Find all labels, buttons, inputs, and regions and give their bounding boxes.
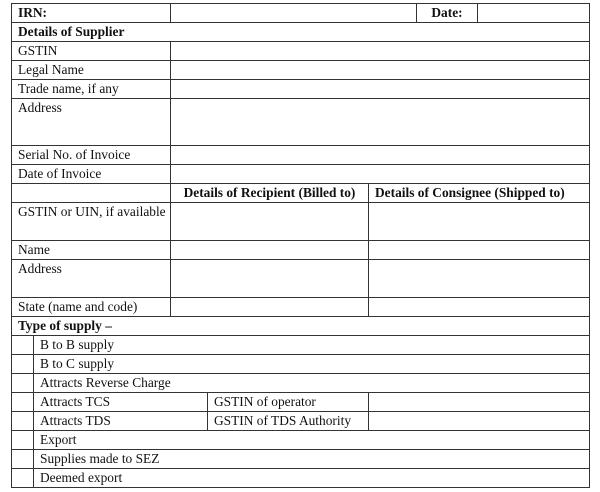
consignee-state-input[interactable]: [369, 298, 590, 317]
supplier-legal-name-label: Legal Name: [12, 61, 171, 80]
date-input[interactable]: [478, 4, 590, 23]
export-label: Export: [34, 431, 590, 450]
party-name-label: Name: [12, 241, 171, 260]
export-checkbox[interactable]: [12, 431, 34, 450]
party-row-name: [12, 241, 590, 260]
supplier-trade-name-label: Trade name, if any: [12, 80, 171, 99]
supply-option-reverse-charge: [12, 374, 590, 393]
party-gstin-label: GSTIN or UIN, if available: [12, 203, 171, 241]
party-row-state: [12, 298, 590, 317]
invoice-serial-no-input[interactable]: [171, 146, 590, 165]
irn-label: IRN:: [12, 4, 171, 23]
supplier-row-address: [12, 99, 590, 146]
consignee-header: Details of Consignee (Shipped to): [369, 184, 590, 203]
supply-type-title: Type of supply –: [12, 317, 590, 336]
party-row-address: [12, 260, 590, 298]
sez-checkbox[interactable]: [12, 450, 34, 469]
supplier-gstin-input[interactable]: [171, 42, 590, 61]
tds-authority-gstin-input[interactable]: [369, 412, 590, 431]
tcs-operator-gstin-input[interactable]: [369, 393, 590, 412]
invoice-date-label: Date of Invoice: [12, 165, 171, 184]
consignee-name-input[interactable]: [369, 241, 590, 260]
recipient-header: Details of Recipient (Billed to): [171, 184, 369, 203]
supply-option-b2b: [12, 336, 590, 355]
b2c-label: B to C supply: [34, 355, 590, 374]
invoice-form: [11, 3, 589, 488]
supplier-section-title: Details of Supplier: [12, 23, 590, 42]
party-row-gstin: [12, 203, 590, 241]
supply-option-deemed-export: [12, 469, 590, 488]
recipient-state-input[interactable]: [171, 298, 369, 317]
supply-option-b2c: [12, 355, 590, 374]
tds-checkbox[interactable]: [12, 412, 34, 431]
consignee-gstin-input[interactable]: [369, 203, 590, 241]
recipient-name-input[interactable]: [171, 241, 369, 260]
reverse-charge-checkbox[interactable]: [12, 374, 34, 393]
b2b-checkbox[interactable]: [12, 336, 34, 355]
supply-option-export: [12, 431, 590, 450]
tds-label: Attracts TDS: [34, 412, 208, 431]
supplier-address-input[interactable]: [171, 99, 590, 146]
tcs-checkbox[interactable]: [12, 393, 34, 412]
supplier-trade-name-input[interactable]: [171, 80, 590, 99]
supplier-row-gstin: [12, 42, 590, 61]
reverse-charge-label: Attracts Reverse Charge: [34, 374, 590, 393]
supply-option-tds: [12, 412, 590, 431]
party-state-label: State (name and code): [12, 298, 171, 317]
deemed-export-checkbox[interactable]: [12, 469, 34, 488]
invoice-date-input[interactable]: [171, 165, 590, 184]
invoice-details-table: [11, 3, 590, 488]
tcs-label: Attracts TCS: [34, 393, 208, 412]
supplier-row-serial-no: [12, 146, 590, 165]
parties-header-blank: [12, 184, 171, 203]
supply-option-sez: [12, 450, 590, 469]
recipient-gstin-input[interactable]: [171, 203, 369, 241]
irn-input[interactable]: [171, 4, 417, 23]
supplier-row-legal-name: [12, 61, 590, 80]
b2b-label: B to B supply: [34, 336, 590, 355]
supplier-gstin-label: GSTIN: [12, 42, 171, 61]
supplier-legal-name-input[interactable]: [171, 61, 590, 80]
supplier-row-trade-name: [12, 80, 590, 99]
b2c-checkbox[interactable]: [12, 355, 34, 374]
deemed-export-label: Deemed export: [34, 469, 590, 488]
sez-label: Supplies made to SEZ: [34, 450, 590, 469]
consignee-address-input[interactable]: [369, 260, 590, 298]
parties-header-row: [12, 184, 590, 203]
supplier-address-label: Address: [12, 99, 171, 146]
date-label: Date:: [417, 4, 478, 23]
supply-option-tcs: [12, 393, 590, 412]
party-address-label: Address: [12, 260, 171, 298]
recipient-address-input[interactable]: [171, 260, 369, 298]
tcs-operator-gstin-label: GSTIN of operator: [208, 393, 369, 412]
tds-authority-gstin-label: GSTIN of TDS Authority: [208, 412, 369, 431]
supplier-row-invoice-date: [12, 165, 590, 184]
invoice-serial-no-label: Serial No. of Invoice: [12, 146, 171, 165]
irn-row: [12, 4, 590, 23]
